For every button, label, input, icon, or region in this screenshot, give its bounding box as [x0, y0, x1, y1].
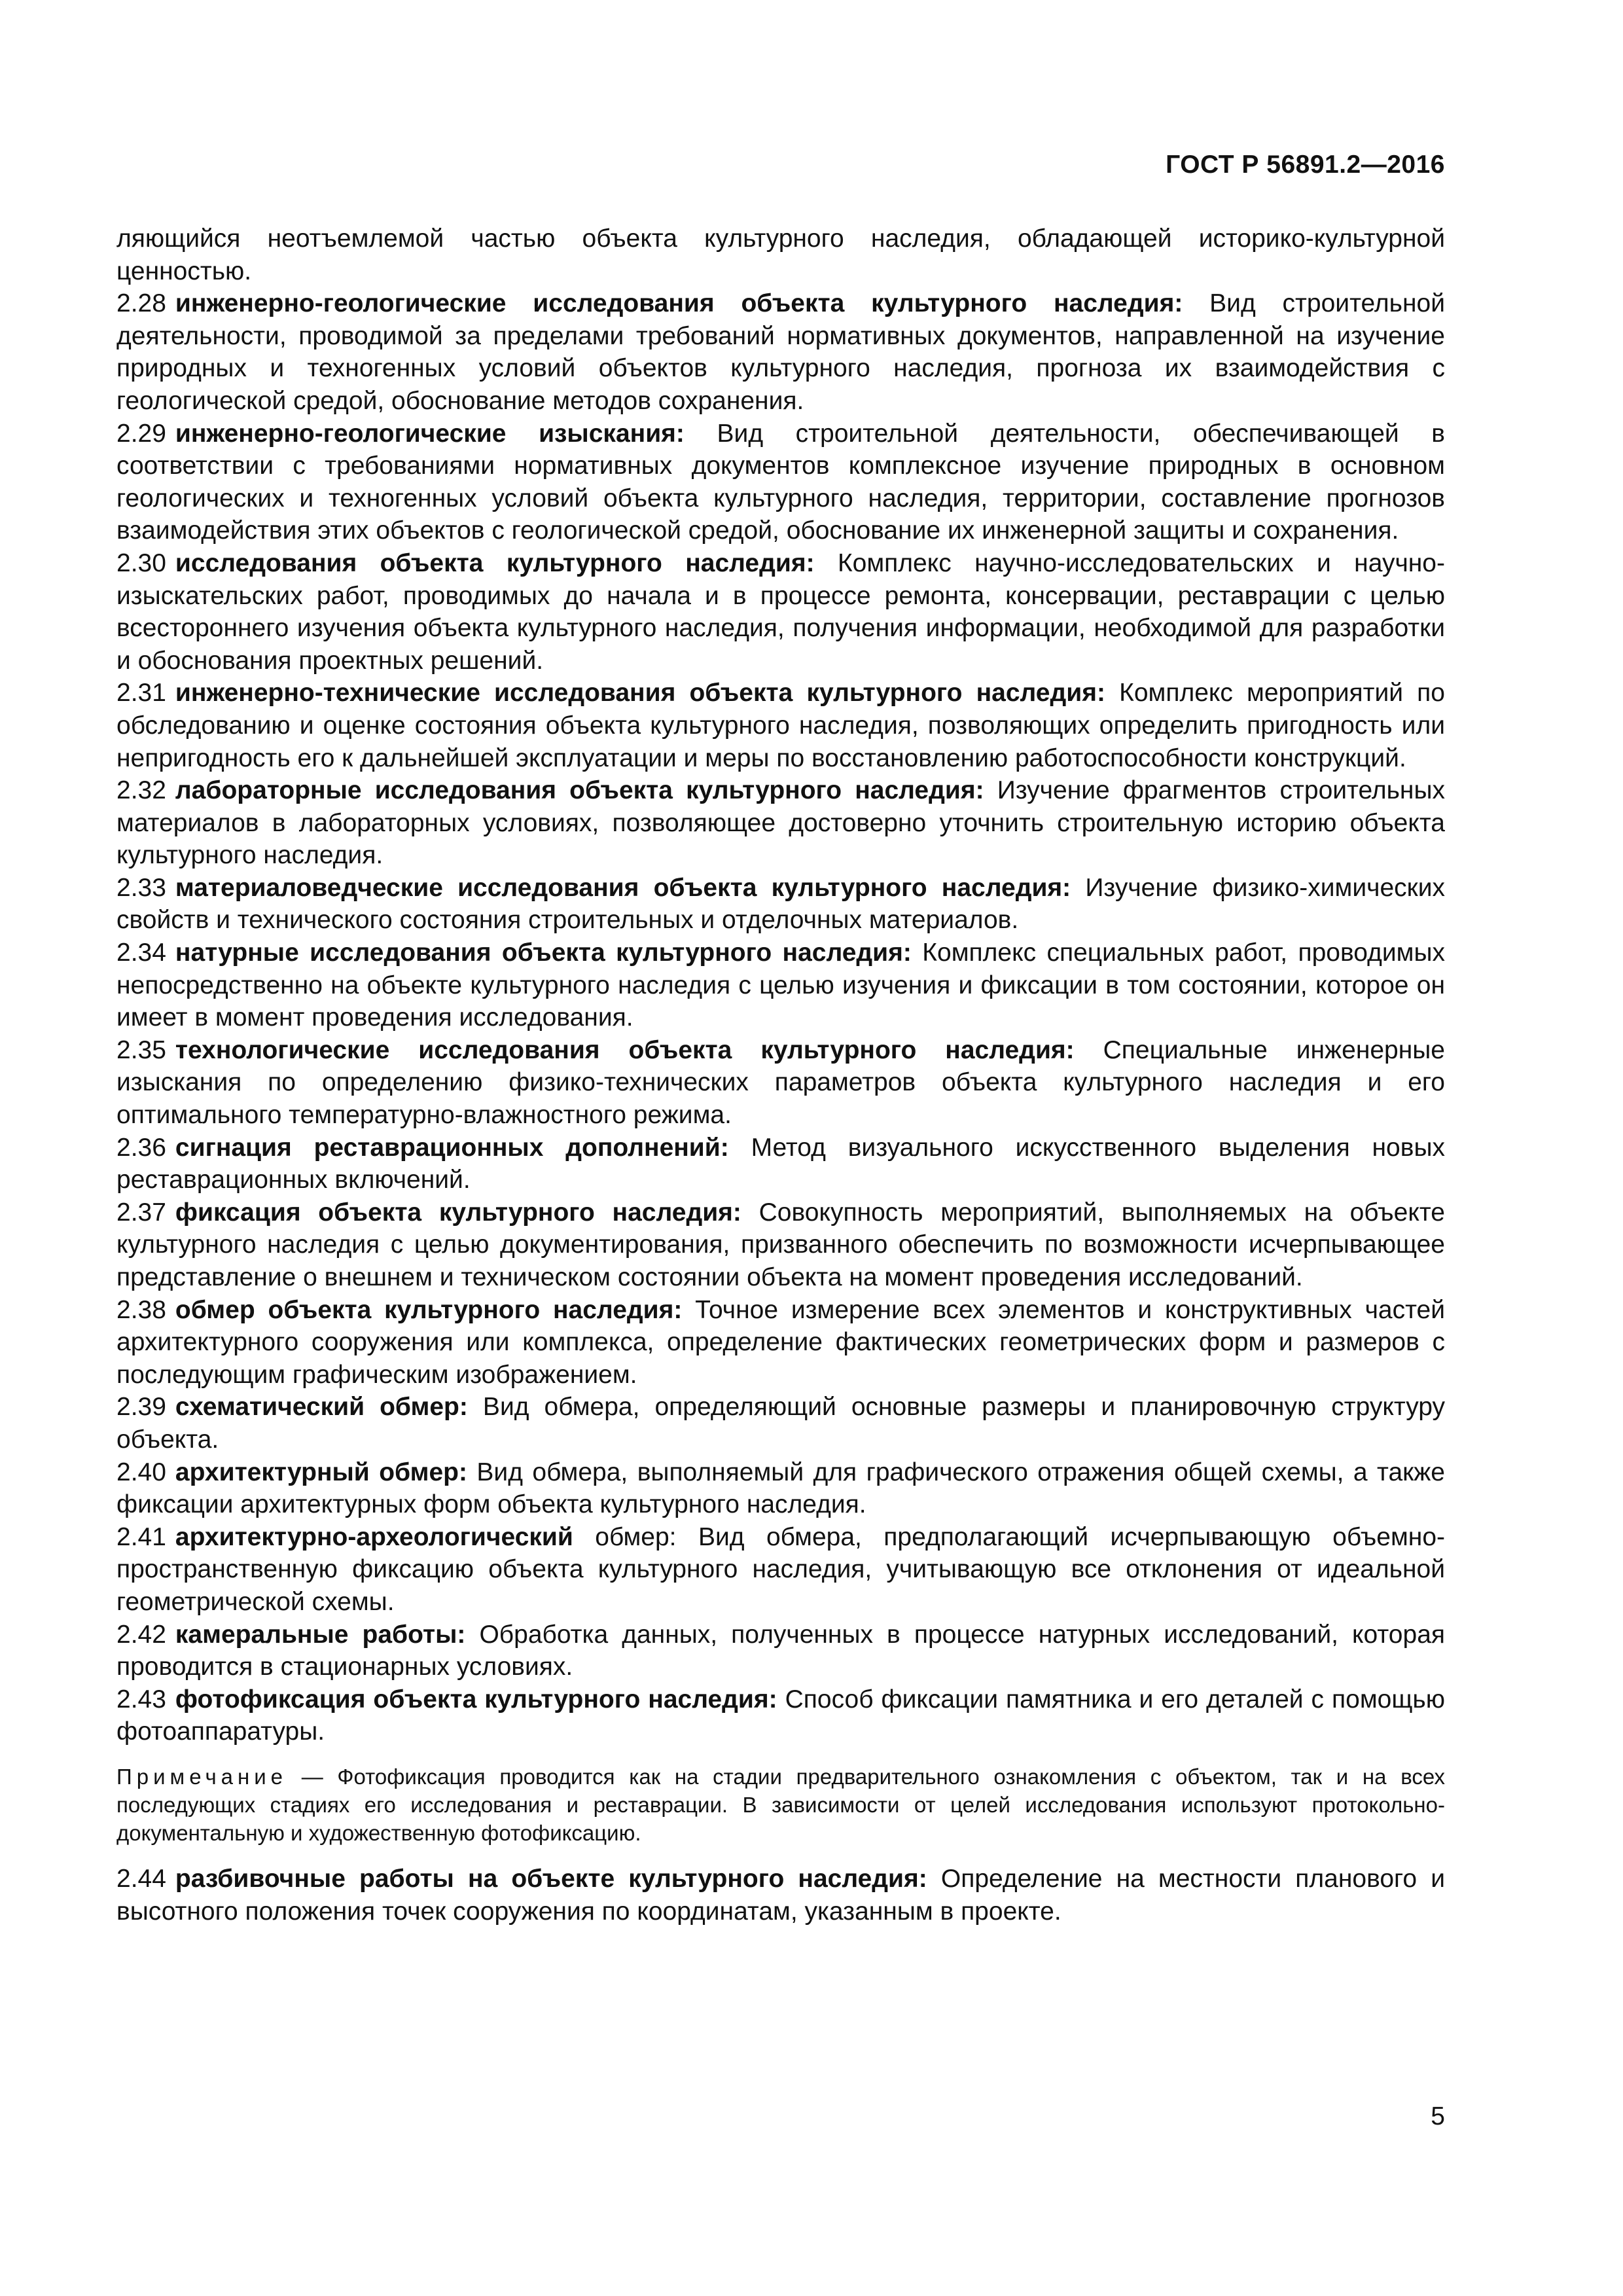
term-item	[116, 937, 1445, 1034]
term-item	[116, 1863, 1445, 1928]
term-item	[116, 1294, 1445, 1391]
term-item	[116, 1196, 1445, 1294]
term-item	[116, 418, 1445, 547]
term-item	[116, 1132, 1445, 1196]
term-item	[116, 287, 1445, 417]
item-term: фиксация объекта культурного наследия:	[175, 1198, 741, 1227]
item-term: инженерно-геологические изыскания:	[175, 419, 685, 448]
term-item	[116, 677, 1445, 774]
item-definition: Обработка данных, полученных в процессе натурных исследований, которая проводится в стационарных условиях.	[116, 1620, 1445, 1681]
term-item	[116, 547, 1445, 677]
item-term: схематический обмер:	[175, 1393, 468, 1422]
item-definition: Метод визуального искусственного выделения новых реставрационных включений.	[116, 1133, 1445, 1194]
item-definition: Изучение физико-химических свойств и технического состояния строительных и отделочных материалов.	[116, 873, 1445, 935]
item-definition: Вид строительной деятельности, обеспечивающей в соответствии с требованиями нормативных документов комплексное изучение природных в основном геологических и техногенных условий объекта культурного наследия, территории, составление прогнозов взаимодействия этих объектов с геологической средой, обоснование их инженерной защиты и сохранения.	[116, 419, 1446, 545]
document-body	[116, 223, 1445, 1928]
item-definition: Совокупность мероприятий, выполняемых на объекте культурного наследия с целью документирования, призванного обеспечить по возможности исчерпывающее представление о внешнем и техническом состоянии объекта на момент проведения исследований.	[116, 1198, 1445, 1291]
item-number: 2.36	[116, 1133, 166, 1162]
item-definition: Вид обмера, определяющий основные размеры и планировочную структуру объекта.	[116, 1393, 1446, 1454]
item-number: 2.30	[116, 548, 166, 577]
item-number: 2.41	[116, 1522, 166, 1551]
term-item	[116, 872, 1445, 937]
continuation-paragraph: ляющийся неотъемлемой частью объекта культурного наследия, обладающей историко-культурной ценностью.	[116, 224, 1445, 285]
item-number: 2.34	[116, 939, 166, 967]
item-definition: Комплекс специальных работ, проводимых непосредственно на объекте культурного наследия с целью изучения и фиксации в том состоянии, которое он имеет в момент проведения исследования.	[116, 939, 1445, 1032]
item-number: 2.42	[116, 1620, 166, 1649]
document-header: ГОСТ Р 56891.2—2016	[1166, 151, 1445, 179]
item-term: исследования объекта культурного наследия:	[175, 548, 815, 577]
item-definition: Специальные инженерные изыскания по определению физико-технических параметров объекта культурного наследия и его оптимального температурно-влажностного режима.	[116, 1035, 1445, 1130]
item-term: инженерно-технические исследования объекта культурного наследия:	[175, 679, 1105, 708]
note-label: Примечание	[116, 1764, 288, 1789]
note-text: — Фотофиксация проводится как на стадии предварительного ознакомления с объектом, так и на всех последующих стадиях его исследования и реставрации. В зависимости от целей исследования используют протокольно-документальную и художественную фотофиксацию.	[116, 1764, 1445, 1845]
item-number: 2.29	[116, 419, 166, 448]
item-term: архитектурно-археологический	[175, 1522, 573, 1551]
item-number: 2.32	[116, 776, 166, 805]
item-definition: Комплекс научно-исследовательских и научно-изыскательских работ, проводимых до начала и в процессе ремонта, консервации, реставрации с целью всестороннего изучения объекта культурного наследия, получения информации, необходимой для разработки и обоснования проектных решений.	[116, 548, 1445, 675]
note-paragraph	[116, 1763, 1445, 1847]
item-term: разбивочные работы на объекте культурного наследия:	[175, 1864, 927, 1893]
item-term: материаловедческие исследования объекта культурного наследия:	[175, 873, 1071, 902]
term-item	[116, 1391, 1445, 1456]
item-term: натурные исследования объекта культурного наследия:	[175, 939, 912, 967]
item-definition: Вид обмера, выполняемый для графического отражения общей схемы, а также фиксации архитектурных форм объекта культурного наследия.	[116, 1458, 1445, 1519]
item-number: 2.39	[116, 1393, 166, 1422]
item-number: 2.33	[116, 873, 166, 902]
term-item	[116, 1456, 1445, 1521]
term-item	[116, 1521, 1445, 1619]
item-term: инженерно-геологические исследования объекта культурного наследия:	[175, 289, 1183, 318]
item-number: 2.37	[116, 1198, 166, 1227]
item-number: 2.31	[116, 679, 166, 708]
item-term: обмер объекта культурного наследия:	[175, 1295, 683, 1324]
item-definition: обмер: Вид обмера, предполагающий исчерпывающую объемно-пространственную фиксацию объекта культурного наследия, учитывающую все отклонения от идеальной геометрической схемы.	[116, 1522, 1445, 1616]
item-term: сигнация реставрационных дополнений:	[175, 1133, 729, 1162]
item-term: лабораторные исследования объекта культурного наследия:	[175, 776, 984, 805]
item-number: 2.40	[116, 1458, 166, 1486]
item-number: 2.43	[116, 1685, 166, 1713]
item-term: камеральные работы:	[175, 1620, 466, 1649]
item-number: 2.28	[116, 289, 166, 318]
item-definition: Изучение фрагментов строительных материалов в лабораторных условиях, позволяющее достоверно уточнить строительную историю объекта культурного наследия.	[116, 776, 1446, 870]
item-term: архитектурный обмер:	[175, 1458, 467, 1486]
item-definition: Точное измерение всех элементов и конструктивных частей архитектурного сооружения или комплекса, определение фактических геометрических форм и размеров с последующим графическим изображением.	[116, 1295, 1445, 1389]
item-definition: Определение на местности планового и высотного положения точек сооружения по координатам, указанным в проекте.	[116, 1864, 1445, 1926]
item-definition: Вид строительной деятельности, проводимой за пределами требований нормативных документов, направленной на изучение природных и техногенных условий объектов культурного наследия, прогноза их взаимодействия с геологической средой, обоснование методов сохранения.	[116, 289, 1445, 415]
item-number: 2.44	[116, 1864, 166, 1893]
item-definition: Комплекс мероприятий по обследованию и оценке состояния объекта культурного наследия, позволяющих определить пригодность или непригодность его к дальнейшей эксплуатации и меры по восстановлению работоспособности конструкций.	[116, 679, 1445, 772]
page-number: 5	[1431, 2102, 1445, 2130]
term-item	[116, 774, 1445, 872]
item-definition: Способ фиксации памятника и его деталей с помощью фотоаппаратуры.	[116, 1685, 1445, 1746]
item-number: 2.38	[116, 1295, 166, 1324]
item-term: фотофиксация объекта культурного наследия:	[175, 1685, 777, 1713]
term-item	[116, 1683, 1445, 1748]
term-item	[116, 1619, 1445, 1683]
term-item	[116, 1034, 1445, 1132]
item-term: технологические исследования объекта культурного наследия:	[175, 1035, 1075, 1064]
item-number: 2.35	[116, 1035, 166, 1064]
